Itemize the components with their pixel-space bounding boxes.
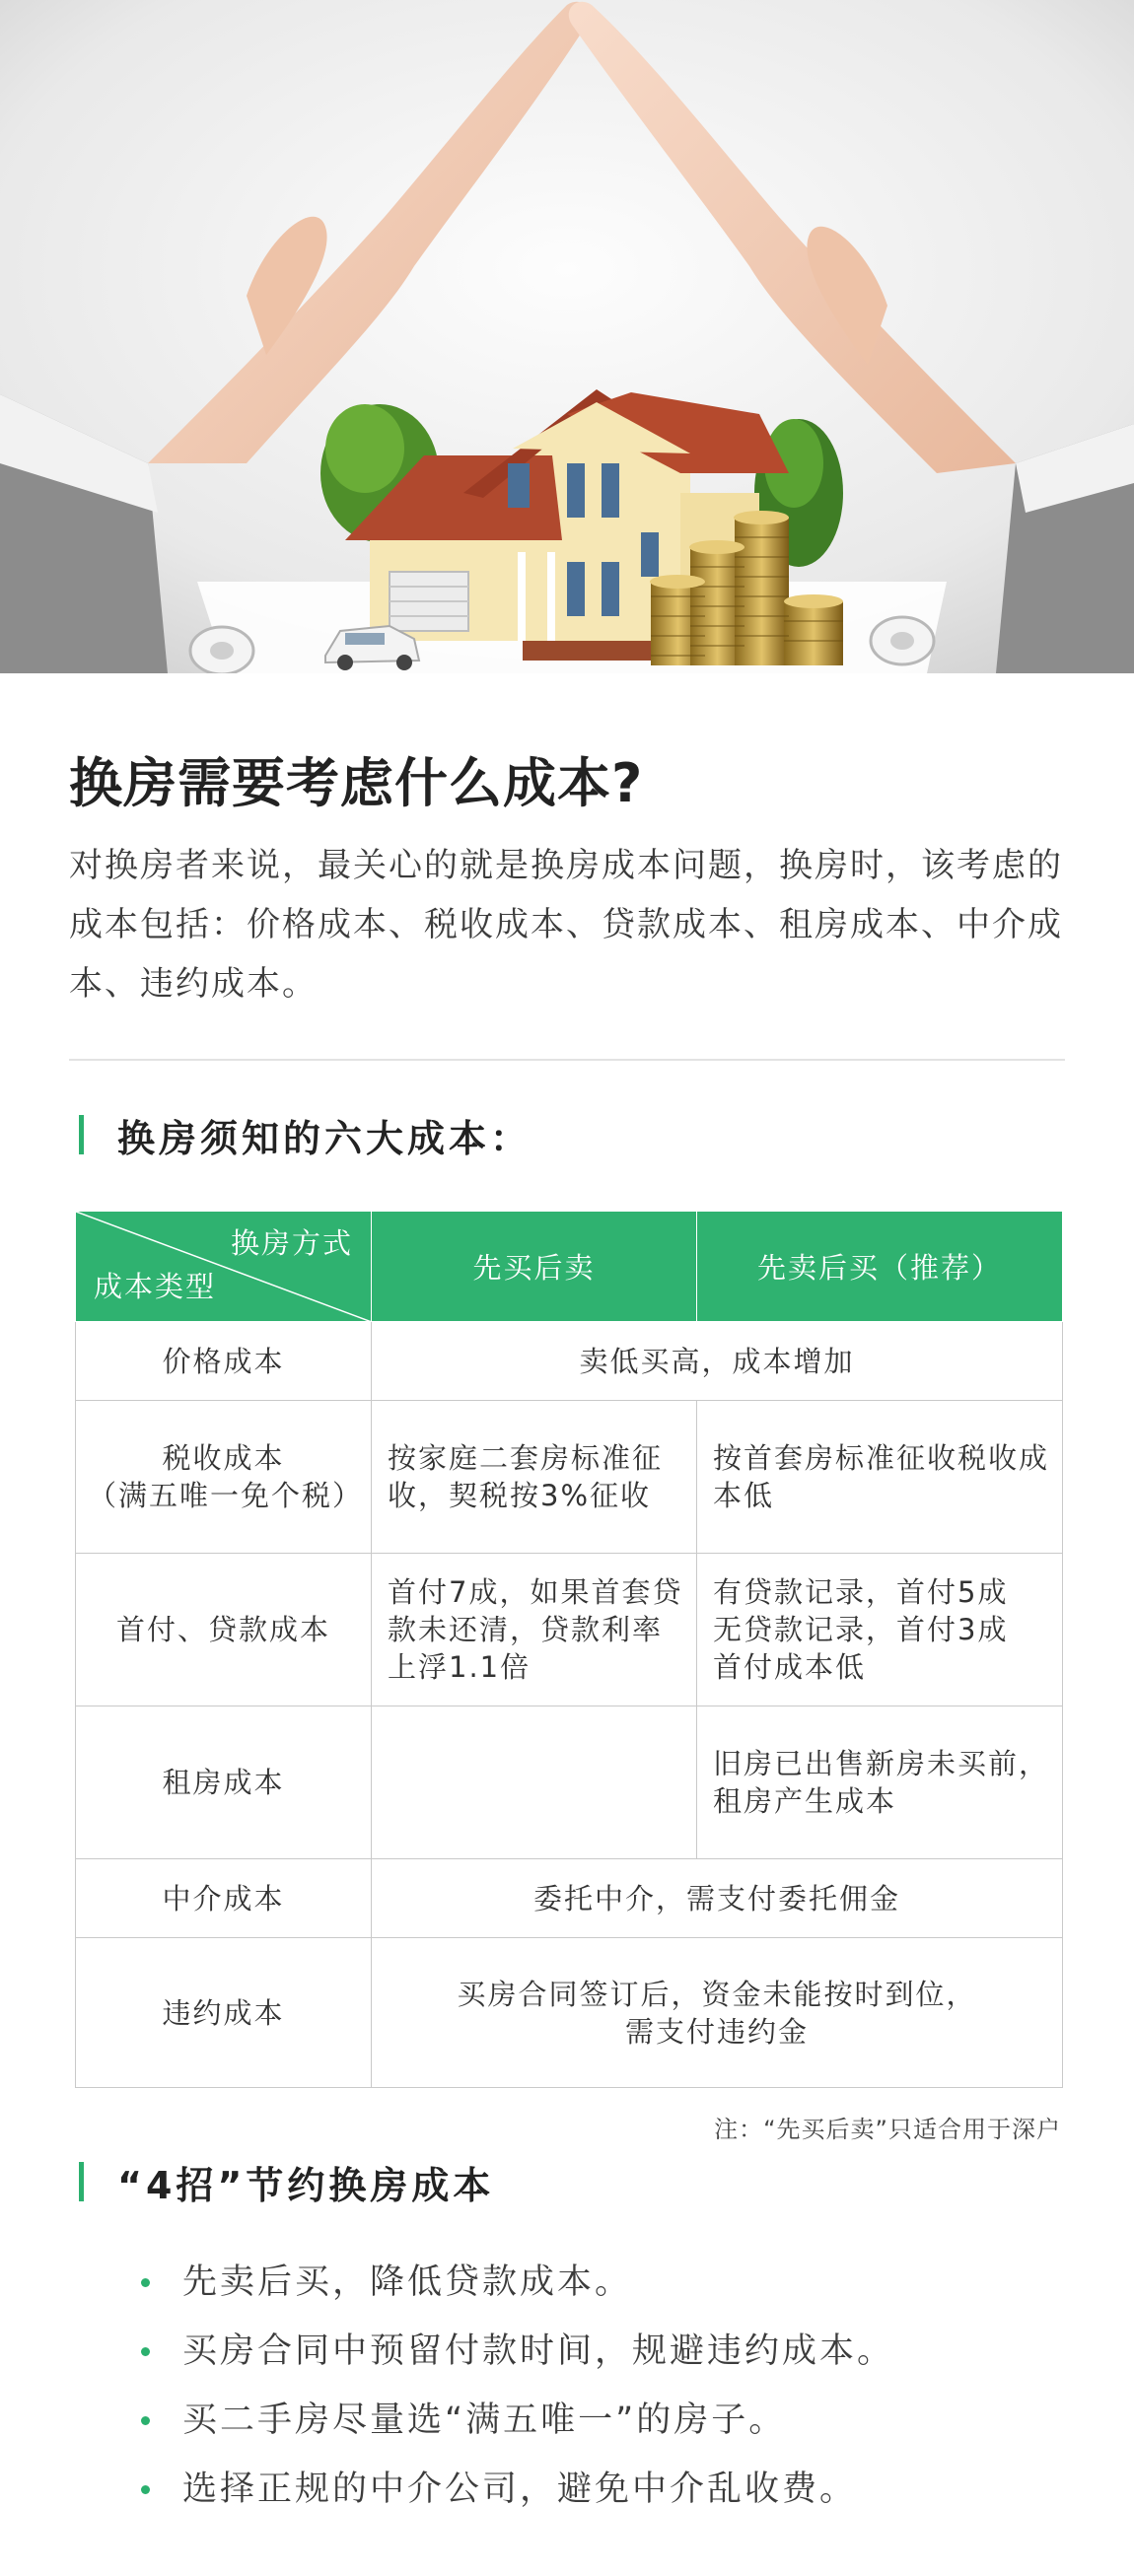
hero-image [0,0,1134,673]
intro-paragraph: 对换房者来说，最关心的就是换房成本问题，换房时，该考虑的成本包括：价格成本、税收成本、贷款成本、租房成本、中介成本、违约成本。 [69,846,1063,1004]
cost-comparison-table [75,1211,1063,2088]
header-sell-first: 先卖后买（推荐） [697,1212,1063,1322]
buy-first-cell: 按家庭二套房标准征收，契税按3%征收 [372,1401,697,1554]
table-row [76,1706,1063,1859]
page-title: 换房需要考虑什么成本? [69,752,644,814]
six-costs-title: 换房须知的六大成本： [117,1116,532,1160]
six-costs-heading [79,1112,532,1160]
list-item [141,2455,894,2524]
table-row [76,1322,1063,1401]
cell-line: 首付成本低 [713,1650,867,1684]
table-row [76,1401,1063,1554]
header-method-label: 换房方式 [230,1226,353,1260]
tip-text: 买房合同中预留付款时间，规避违约成本。 [182,2332,895,2371]
cost-type-cell: 中介成本 [76,1859,372,1938]
list-item [141,2317,894,2386]
tips-list [141,2248,894,2524]
table-footnote: 注：“先买后卖”只适合用于深户 [714,2116,1061,2143]
table-row [76,1859,1063,1938]
heading-accent-bar [79,1115,84,1154]
merged-cell: 卖低买高，成本增加 [372,1322,1063,1401]
list-item [141,2248,894,2317]
merged-cell: 委托中介，需支付委托佣金 [372,1859,1063,1938]
cost-type-cell: 价格成本 [76,1322,372,1401]
cost-type-label: 税收成本 [162,1441,285,1475]
four-tips-title: “4招”节约换房成本 [117,2163,495,2207]
cost-type-cell: 首付、贷款成本 [76,1554,372,1706]
buy-first-cell [372,1706,697,1859]
hands-house-illustration [0,0,1134,673]
cell-line: 无贷款记录，首付3成 [713,1613,1009,1646]
tip-text: 选择正规的中介公司，避免中介乱收费。 [182,2470,858,2509]
cell-line: 买房合同签订后，资金未能按时到位， [457,1977,977,2011]
cost-type-cell: 违约成本 [76,1938,372,2088]
sell-first-cell [697,1554,1063,1706]
header-buy-first: 先买后卖 [372,1212,697,1322]
header-diagonal-cell [76,1212,372,1322]
buy-first-cell: 首付7成，如果首套贷款未还清，贷款利率上浮1.1倍 [372,1554,697,1706]
merged-cell [372,1938,1063,2088]
table-row [76,1554,1063,1706]
sell-first-cell: 旧房已出售新房未买前，租房产生成本 [697,1706,1063,1859]
cell-line: 需支付违约金 [624,2014,809,2049]
cost-type-cell [76,1401,372,1554]
table-row [76,1938,1063,2088]
cost-type-sublabel: （满五唯一免个税） [88,1479,364,1512]
bullet-dot-icon [141,2347,150,2356]
header-cost-type-label: 成本类型 [94,1270,217,1303]
tip-text: 买二手房尽量选“满五唯一”的房子。 [182,2401,787,2440]
bullet-dot-icon [141,2485,150,2494]
sell-first-cell: 按首套房标准征收税收成本低 [697,1401,1063,1554]
table-header-row [76,1212,1063,1322]
bullet-dot-icon [141,2278,150,2287]
cell-line: 有贷款记录，首付5成 [713,1575,1009,1609]
bullet-dot-icon [141,2416,150,2425]
section-divider [69,1059,1065,1061]
heading-accent-bar [79,2162,84,2201]
four-tips-heading [79,2159,495,2207]
tip-text: 先卖后买，降低贷款成本。 [182,2263,633,2302]
list-item [141,2386,894,2455]
cost-type-cell: 租房成本 [76,1706,372,1859]
